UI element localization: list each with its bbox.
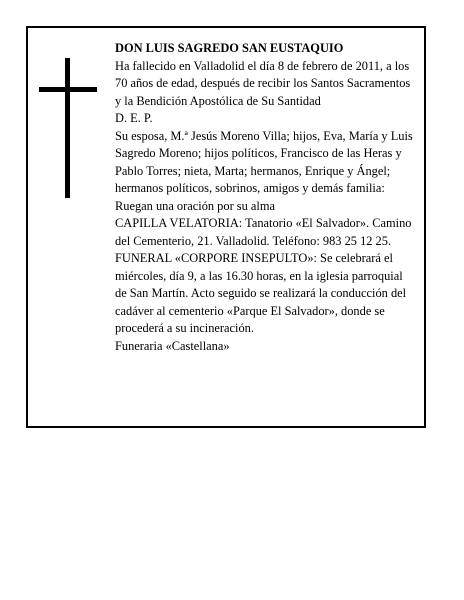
cross-vertical-bar [65,58,70,198]
cross-horizontal-bar [39,87,97,92]
deceased-name: DON LUIS SAGREDO SAN EUSTAQUIO [115,41,344,55]
obituary-notice [26,26,426,428]
funeral-info: FUNERAL «CORPORE INSEPULTO»: Se celebrará el miércoles, día 9, a las 16.30 horas, en la iglesia parroquial de San Martín. Acto seguido se realizará la conducción del cadáver al cementerio «Parque El Salvador», donde se procederá a su incineración. [115,251,407,335]
notice-text [115,40,415,355]
funeral-home: Funeraria «Castellana» [115,338,230,353]
chapel-info: CAPILLA VELATORIA: Tanatorio «El Salvador». Camino del Cementerio, 21. Valladolid. Teléfono: 983 25 12 25. [115,216,412,248]
prayer-request: Ruegan una oración por su alma [115,198,275,213]
family-list: Su esposa, M.ª Jesús Moreno Villa; hijos, Eva, María y Luis Sagredo Moreno; hijos políticos, Francisco de las Heras y Pablo Torres; nieta, Marta; hermanos, Enrique y Ángel; hermanos políticos, sobrinos, amigos y demás familia: [115,128,413,195]
death-announcement: Ha fallecido en Valladolid el día 8 de febrero de 2011, a los 70 años de edad, después de recibir los Santos Sacramentos y la Bendición Apostólica de Su Santidad [115,58,411,108]
cross-icon [39,58,97,198]
rip-text: D. E. P. [115,111,153,125]
